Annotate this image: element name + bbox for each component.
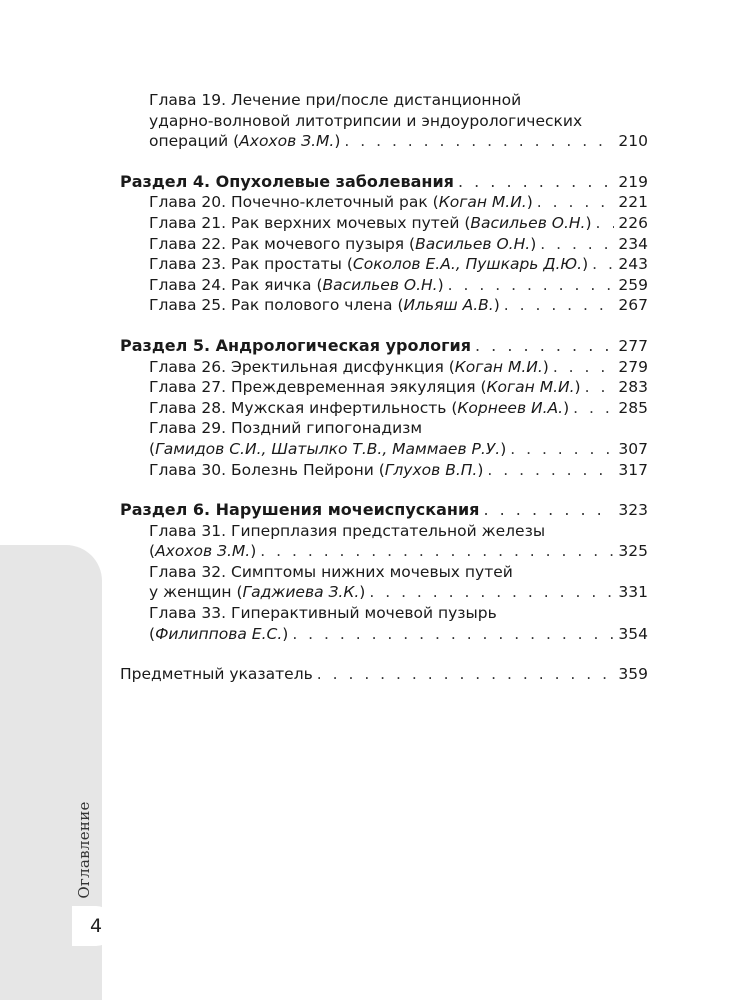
toc-entry-ch19-line2: ударно-волновой литотрипсии и эндоурологических xyxy=(149,111,583,130)
toc-section-4[interactable] xyxy=(120,172,648,193)
dot-leader xyxy=(510,439,614,460)
toc-entry-paren: ) xyxy=(563,398,570,417)
toc-entry-paren: ) xyxy=(582,255,589,274)
toc-entry-ch31-line1: Глава 31. Гиперплазия предстательной железы xyxy=(149,521,546,540)
dot-leader xyxy=(537,192,615,213)
dot-leader xyxy=(344,131,614,152)
toc-section-page: 219 xyxy=(618,172,648,191)
toc-entry-paren: ) xyxy=(334,132,341,151)
toc-entry-page: 325 xyxy=(618,542,648,561)
toc-entry-author: Глухов В.П. xyxy=(384,460,478,479)
toc-entry-author: Коган М.И. xyxy=(438,193,527,212)
toc-entry-title: Глава 21. Рак верхних мочевых путей ( xyxy=(149,213,471,232)
dot-leader xyxy=(504,295,615,316)
toc-entry-ch30[interactable] xyxy=(120,460,648,481)
dot-leader xyxy=(596,213,615,234)
toc-section-title: Раздел 5. Андрологическая урология xyxy=(120,335,471,355)
toc-section-title: Раздел 4. Опухолевые заболевания xyxy=(120,171,454,191)
toc-entry-index[interactable] xyxy=(120,664,648,685)
dot-leader xyxy=(592,254,614,275)
toc-entry-ch31[interactable] xyxy=(120,541,648,562)
toc-entry-title: Предметный указатель xyxy=(120,665,313,684)
toc-entry-ch32-line1: Глава 32. Симптомы нижних мочевых путей xyxy=(149,562,513,581)
toc-entry-page: 285 xyxy=(618,398,648,417)
page-number: 4 xyxy=(72,906,114,946)
toc-entry-title: у женщин ( xyxy=(149,583,243,602)
toc-entry-ch29-line1: Глава 29. Поздний гипогонадизм xyxy=(149,419,423,438)
toc-entry-page: 307 xyxy=(618,439,648,458)
toc-entry-author: Ильяш А.В. xyxy=(403,296,494,315)
toc-section-6[interactable] xyxy=(120,500,648,521)
toc-entry-title: Глава 30. Болезнь Пейрони ( xyxy=(149,460,385,479)
toc-entry-ch21[interactable] xyxy=(120,213,648,234)
toc-entry-title: Глава 20. Почечно-клеточный рак ( xyxy=(149,193,439,212)
toc-entry-author: Васильев О.Н. xyxy=(415,234,531,253)
toc-entry-paren-open: ( xyxy=(149,542,156,561)
toc-entry-title: операций ( xyxy=(149,132,240,151)
toc-entry-author: Корнеев И.А. xyxy=(457,398,564,417)
toc-entry-page: 283 xyxy=(618,378,648,397)
toc-entry-author: Коган М.И. xyxy=(454,357,543,376)
toc-entry-page: 210 xyxy=(618,132,648,151)
toc-entry-ch33[interactable] xyxy=(120,624,648,645)
toc-entry-paren: ) xyxy=(477,460,484,479)
toc-section-page: 323 xyxy=(618,501,648,520)
dot-leader xyxy=(585,377,615,398)
toc-entry-title: Глава 22. Рак мочевого пузыря ( xyxy=(149,234,416,253)
toc-entry-page: 267 xyxy=(618,296,648,315)
toc-entry-ch24[interactable] xyxy=(120,275,648,296)
toc-entry-title: Глава 24. Рак яичка ( xyxy=(149,275,323,294)
toc-entry-ch25[interactable] xyxy=(120,295,648,316)
toc-entry-paren: ) xyxy=(526,193,533,212)
toc-entry-paren: ) xyxy=(493,296,500,315)
toc-entry-title: Глава 28. Мужская инфертильность ( xyxy=(149,398,458,417)
toc-entry-ch19[interactable] xyxy=(120,131,648,152)
toc-entry-page: 259 xyxy=(618,275,648,294)
toc-entry-paren: ) xyxy=(574,378,581,397)
toc-entry-ch23[interactable] xyxy=(120,254,648,275)
dot-leader xyxy=(553,357,615,378)
toc-entry-paren: ) xyxy=(250,542,257,561)
toc-entry-ch28[interactable] xyxy=(120,398,648,419)
dot-leader xyxy=(317,664,615,685)
toc-entry-page: 279 xyxy=(618,357,648,376)
toc-entry-page: 243 xyxy=(618,255,648,274)
toc-entry-paren: ) xyxy=(500,439,507,458)
toc-entry-page: 331 xyxy=(618,583,648,602)
dot-leader xyxy=(260,541,614,562)
dot-leader xyxy=(483,500,614,521)
toc-entry-ch26[interactable] xyxy=(120,357,648,378)
dot-leader xyxy=(487,460,614,481)
toc-entry-author: Ахохов З.М. xyxy=(155,542,251,561)
toc-entry-paren: ) xyxy=(282,624,289,643)
toc-entry-author: Васильев О.Н. xyxy=(322,275,438,294)
toc-entry-paren: ) xyxy=(359,583,366,602)
toc-entry-title: Глава 27. Преждевременная эякуляция ( xyxy=(149,378,487,397)
toc-section-5[interactable] xyxy=(120,336,648,357)
toc-entry-author: Филиппова Е.С. xyxy=(155,624,283,643)
toc-entry-title: Глава 26. Эректильная дисфункция ( xyxy=(149,357,455,376)
toc-entry-page: 234 xyxy=(618,234,648,253)
toc-entry-ch29[interactable] xyxy=(120,439,648,460)
toc-entry-paren: ) xyxy=(585,213,592,232)
toc-section-page: 277 xyxy=(618,336,648,355)
toc-entry-paren: ) xyxy=(530,234,537,253)
dot-leader xyxy=(292,624,614,645)
toc-entry-page: 226 xyxy=(618,213,648,232)
toc-entry-author: Соколов Е.А., Пушкарь Д.Ю. xyxy=(352,255,583,274)
toc-entry-author: Васильев О.Н. xyxy=(470,213,586,232)
dot-leader xyxy=(540,234,614,255)
dot-leader xyxy=(475,336,614,357)
toc-entry-paren-open: ( xyxy=(149,624,156,643)
toc-entry-page: 354 xyxy=(618,624,648,643)
toc-entry-paren: ) xyxy=(437,275,444,294)
toc-section-title: Раздел 6. Нарушения мочеиспускания xyxy=(120,500,480,520)
toc-entry-ch27[interactable] xyxy=(120,377,648,398)
toc-entry-ch20[interactable] xyxy=(120,192,648,213)
toc-entry-page: 317 xyxy=(618,460,648,479)
toc-entry-ch32[interactable] xyxy=(120,582,648,603)
toc-entry-page: 221 xyxy=(618,193,648,212)
toc-entry-title: Глава 25. Рак полового члена ( xyxy=(149,296,404,315)
dot-leader xyxy=(369,582,614,603)
toc-entry-title: Глава 23. Рак простаты ( xyxy=(149,255,353,274)
toc-entry-ch33-line1: Глава 33. Гиперактивный мочевой пузырь xyxy=(149,604,497,623)
toc-entry-author: Гаджиева З.К. xyxy=(242,583,360,602)
toc-entry-ch22[interactable] xyxy=(120,234,648,255)
toc-entry-ch19-line1: Глава 19. Лечение при/после дистанционной xyxy=(149,91,522,109)
toc-entry-paren: ) xyxy=(542,357,549,376)
table-of-contents xyxy=(120,90,648,685)
section-side-label: Оглавление xyxy=(75,801,93,899)
toc-entry-author: Коган М.И. xyxy=(486,378,575,397)
dot-leader xyxy=(458,172,614,193)
toc-entry-author: Гамидов С.И., Шатылко Т.В., Маммаев Р.У. xyxy=(155,439,501,458)
toc-entry-page: 359 xyxy=(618,665,648,684)
dot-leader xyxy=(448,275,615,296)
dot-leader xyxy=(573,398,614,419)
toc-entry-paren-open: ( xyxy=(149,439,156,458)
toc-entry-author: Ахохов З.М. xyxy=(239,132,335,151)
